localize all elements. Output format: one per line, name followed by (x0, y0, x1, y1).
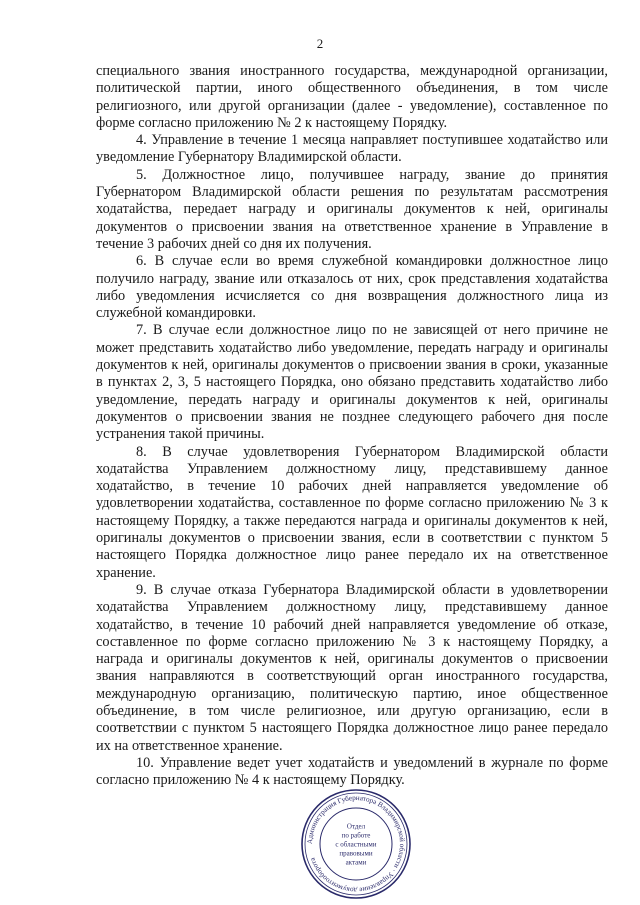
stamp-center-line: с областными (335, 840, 377, 849)
paragraph-continuation: специального звания иностранного государства, международной организации, политической партии, иного общественного объединения, в том числе религиозного, или другой организации (далее - уведомление), составленное по форме согласно приложению № 2 к настоящему Порядку. (96, 63, 608, 131)
stamp-center-line: Отдел (346, 822, 366, 831)
stamp-center-line: по работе (341, 831, 371, 840)
paragraph-8: 8. В случае удовлетворения Губернатором Владимирской области ходатайства Управлением должностному лицу, представившему данное ходатайство, в течение 10 рабочих дней направляется уведомление об удовлетворении ходатайства, составленное по форме согласно приложению № 3 к настоящему Порядку, а также передаются награда и оригиналы документов к ней, оригиналы документов о присвоении звания, если в соответствии с пунктом 5 настоящего Порядка должностное лицо ранее передало их на ответственное хранение. (96, 443, 608, 581)
stamp-seal-icon (300, 788, 412, 900)
paragraph-5: 5. Должностное лицо, получившее награду, звание до принятия Губернатором Владимирской области решения по результатам рассмотрения ходатайства, передает награду и оригиналы документов к ней, оригиналы документов о присвоении звания на ответственное хранение в Управление в течение 3 рабочих дней со дня их получения. (96, 166, 608, 252)
stamp-center-line: правовыми (339, 849, 373, 858)
paragraph-4: 4. Управление в течение 1 месяца направляет поступившее ходатайство или уведомление Губернатору Владимирской области. (96, 132, 608, 166)
page-number: 2 (316, 36, 324, 51)
stamp-ring-text: Администрация Губернатора Владимирской области · Управление документооборота (305, 793, 407, 895)
paragraph-6: 6. В случае если во время служебной командировки должностное лицо получило награду, звание или отказалось от них, срок представления ходатайства либо уведомления исчисляется со дня возвращения должностного лица из служебной командировки. (96, 253, 608, 322)
official-stamp (300, 788, 412, 900)
paragraph-7: 7. В случае если должностное лицо по не зависящей от него причине не может представить ходатайство либо уведомление, передать награду и оригиналы документов к ней, оригиналы документов о присвоении звания в сроки, указанные в пунктах 2, 3, 5 настоящего Порядка, оно обязано представить ходатайство либо уведомление, передать награду и оригиналы документов к ней, оригиналы документов о присвоении звания не позднее следующего рабочего дня после устранения такой причины. (96, 322, 608, 443)
paragraph-9: 9. В случае отказа Губернатора Владимирской области в удовлетворении ходатайства Управлением должностному лицу, представившему данное ходатайство, в течение 10 рабочий дней направляется уведомление об отказе, составленное по форме согласно приложению № 3 к настоящему Порядку, а награда и оригиналы документов к ней, оригиналы документов о присвоении звания направляются в соответствующий орган иностранного государства, международную организацию, политическую партию, иное общественное объединение, в том числе религиозное, или другую организацию, если в соответствии с пунктом 5 настоящего Порядка должностное лицо ранее передало их на ответственное хранение. (96, 581, 608, 754)
stamp-center-text (335, 823, 376, 867)
stamp-center-line: актами (345, 858, 367, 867)
document-body (96, 63, 608, 789)
paragraph-10: 10. Управление ведет учет ходатайств и уведомлений в журнале по форме согласно приложению № 4 к настоящему Порядку. (96, 754, 608, 789)
